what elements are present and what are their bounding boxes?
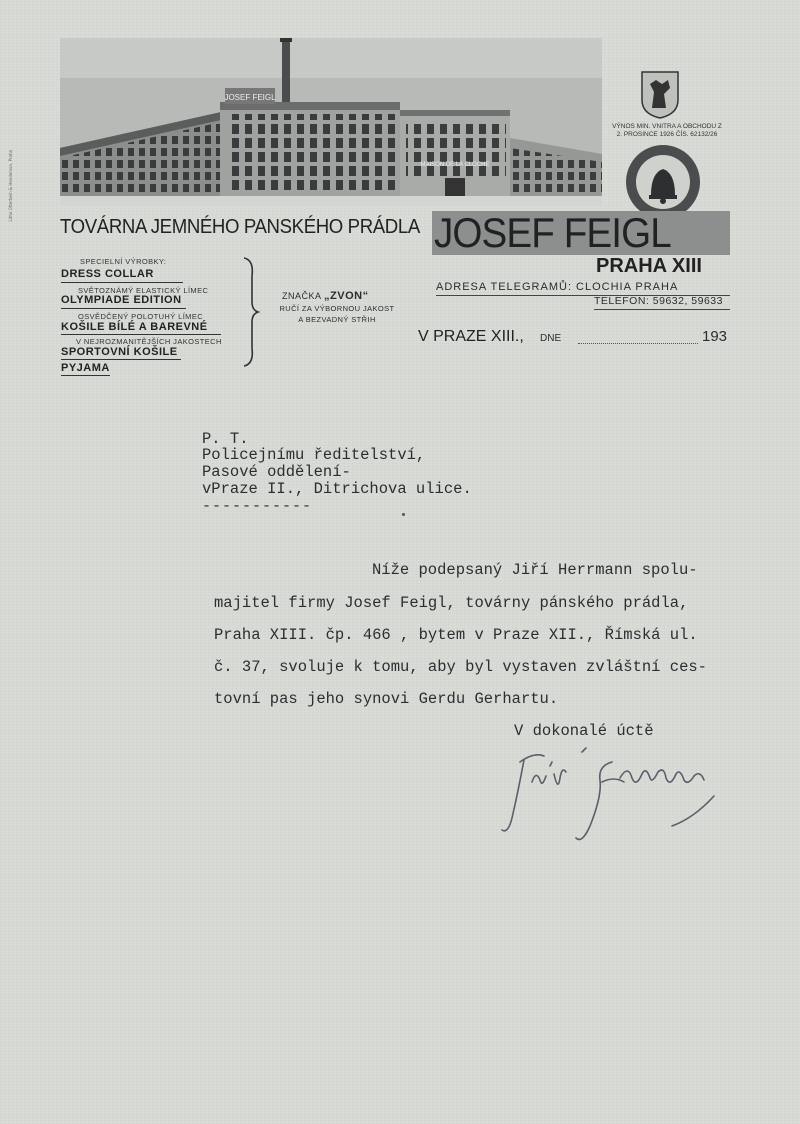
date-year: 193 [702,328,728,345]
product-note: SVĚTOZNÁMÝ ELASTICKÝ LÍMEC [78,286,209,295]
brand-mark-prefix: ZNAČKA [282,291,322,301]
body-line: Níže podepsaný Jiří Herrmann spolu- [372,561,698,579]
date-dne: DNE [540,333,562,344]
product-name: DRESS COLLAR [61,268,154,280]
recipient-line: Policejnímu ředitelství, [202,446,426,464]
product-note: OSVĚDČENÝ POLOTUHÝ LÍMEC [78,312,204,321]
date-place: V PRAZE XIII., [418,328,524,345]
divider [61,308,186,309]
product-name: SPORTOVNÍ KOŠILE [61,346,178,358]
brand-name: JOSEF FEIGL [434,209,671,256]
divider [61,375,110,376]
factory-sign: JOSEF FEIGL [224,93,276,102]
divider [594,309,730,310]
body-line: majitel firmy Josef Feigl, továrny pánského prádla, [214,594,689,612]
factory-illustration [60,38,602,206]
printer-imprint: Litho Otterbein & Henderson, Praha [8,150,13,222]
city: PRAHA XIII [596,255,702,277]
brace-icon [240,256,262,368]
divider [61,334,221,335]
divider [61,359,181,360]
coat-of-arms-icon [640,70,680,120]
brand-mark-name: „ZVON“ [324,290,369,302]
closing: V dokonalé úctě [514,722,654,740]
ministry-decree-note: VÝNOS MIN. VNITRA A OBCHODU Z 2. PROSINCE 1926 ČÍS. 62132/26 [612,123,722,138]
brand-mark-guarantee: RUČÍ ZA VÝBORNOU JAKOST A BEZVADNÝ STŘIH [279,304,395,324]
product-note: V NEJROZMANITĚJŠÍCH JAKOSTECH [76,337,222,346]
body-line: Praha XIII. čp. 466 , bytem v Praze XII., Římská ul. [214,626,698,644]
divider [61,282,183,283]
product-name: OLYMPIADE EDITION [61,294,182,306]
body-line: č. 37, svoluje k tomu, aby byl vystaven zvláštní ces- [214,658,707,676]
company-description: TOVÁRNA JEMNÉHO PANSKÉHO PRÁDLA [60,216,420,238]
factory-building-sign: MAISON DE LA CLOCHE [420,162,490,168]
ink-dot [402,513,405,516]
recipient-line: vPraze II., Ditrichova ulice. [202,480,472,498]
brand-mark-label [282,290,369,302]
phone-numbers: TELEFON: 59632, 59633 [594,295,723,307]
date-fill-line [578,343,698,344]
product-name: KOŠILE BÍLÉ A BAREVNÉ [61,321,208,333]
handwritten-signature [494,722,724,852]
body-line: tovní pas jeho synovi Gerdu Gerhartu. [214,690,559,708]
products-header: SPECIELNÍ VÝROBKY: [80,257,167,266]
telegram-address: ADRESA TELEGRAMŮ: CLOCHIA PRAHA [436,281,679,293]
recipient-underline: ----------- [202,498,313,515]
recipient-line: P. T. [202,430,249,448]
product-name: PYJAMA [61,362,110,374]
recipient-line: Pasové oddělení- [202,463,351,481]
